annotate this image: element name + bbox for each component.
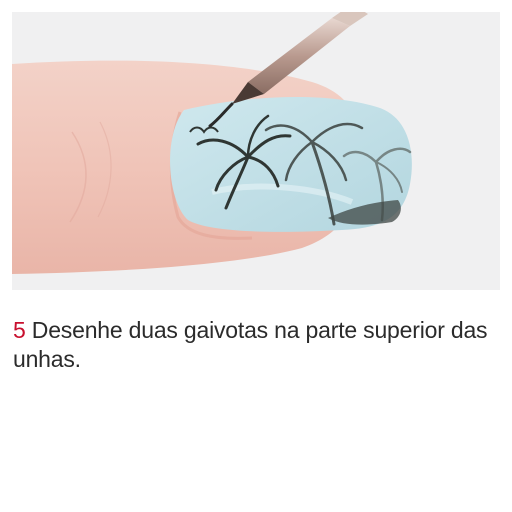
tutorial-photo <box>12 12 500 290</box>
nail-art-illustration <box>12 12 500 290</box>
step-caption <box>13 316 493 374</box>
step-number: 5 <box>13 317 26 343</box>
step-instruction: Desenhe duas gaivotas na parte superior das unhas. <box>13 317 488 372</box>
